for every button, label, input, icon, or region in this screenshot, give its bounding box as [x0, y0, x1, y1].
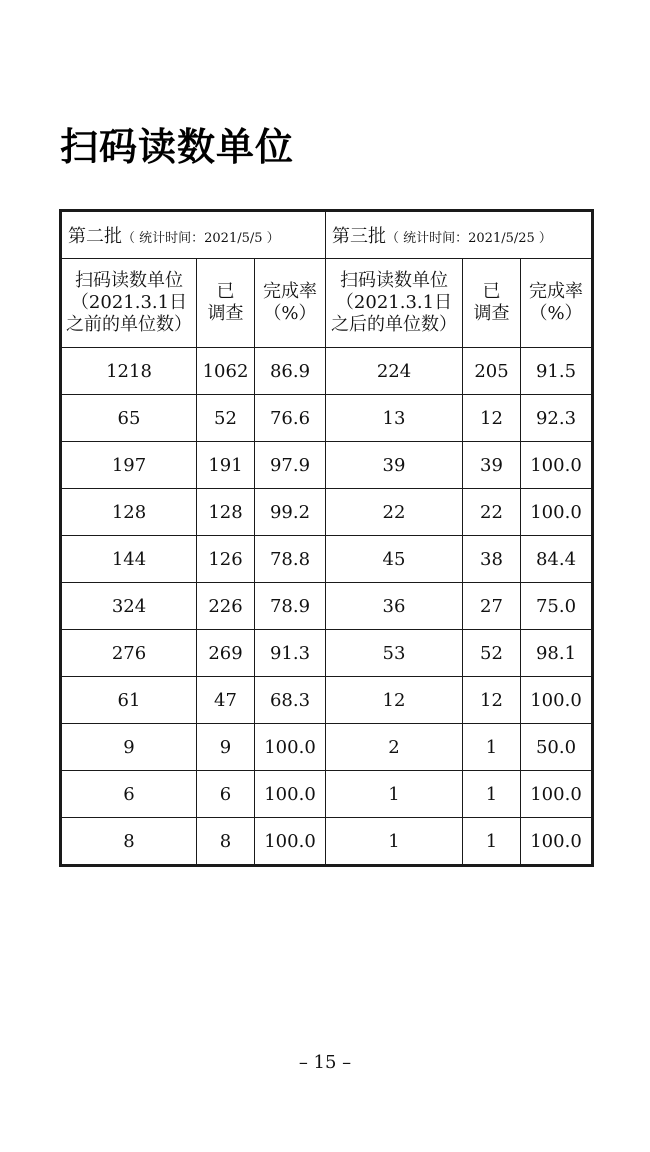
- table-cell: 9: [197, 724, 255, 771]
- table-cell: 6: [61, 771, 197, 818]
- table-cell: 1: [326, 771, 463, 818]
- table-cell: 12: [463, 395, 521, 442]
- table-cell: 75.0: [521, 583, 593, 630]
- table-cell: 52: [197, 395, 255, 442]
- table-cell: 12: [326, 677, 463, 724]
- table-cell: 269: [197, 630, 255, 677]
- table-cell: 78.8: [255, 536, 326, 583]
- page-number: – 15 –: [298, 1052, 352, 1073]
- table-cell: 45: [326, 536, 463, 583]
- header-line: 之前的单位数）: [66, 314, 192, 335]
- table-cell: 100.0: [521, 818, 593, 866]
- table-cell: 1: [326, 818, 463, 866]
- table-cell: 324: [61, 583, 197, 630]
- table-cell: 22: [326, 489, 463, 536]
- table-cell: 100.0: [255, 724, 326, 771]
- table-cell: 128: [197, 489, 255, 536]
- table-cell: 1: [463, 724, 521, 771]
- table-cell: 126: [197, 536, 255, 583]
- batch-3-label: 第三批: [332, 226, 386, 247]
- header-line: 扫码读数单位: [340, 270, 448, 291]
- header-units-after: [326, 259, 463, 348]
- table-cell: 191: [197, 442, 255, 489]
- table-row: [61, 395, 593, 442]
- header-line: 已: [216, 281, 235, 302]
- table-cell: 100.0: [521, 489, 593, 536]
- header-line: 之后的单位数）: [331, 314, 457, 335]
- table-cell: 99.2: [255, 489, 326, 536]
- table-cell: 276: [61, 630, 197, 677]
- table-cell: 1: [463, 771, 521, 818]
- table-cell: 65: [61, 395, 197, 442]
- table-row: [61, 489, 593, 536]
- table-cell: 36: [326, 583, 463, 630]
- table-row: [61, 724, 593, 771]
- table-row: [61, 348, 593, 395]
- table-row: [61, 677, 593, 724]
- batch-3-note: （ 统计时间：2021/5/25 ）: [386, 231, 552, 246]
- table-row: [61, 583, 593, 630]
- table-cell: 100.0: [521, 442, 593, 489]
- page-title: 扫码读数单位: [60, 125, 295, 169]
- table-cell: 98.1: [521, 630, 593, 677]
- header-line: 扫码读数单位: [75, 270, 183, 291]
- table-cell: 6: [197, 771, 255, 818]
- table-cell: 76.6: [255, 395, 326, 442]
- table-cell: 91.3: [255, 630, 326, 677]
- header-line: 调查: [207, 303, 244, 324]
- table-cell: 52: [463, 630, 521, 677]
- table-cell: 8: [61, 818, 197, 866]
- survey-table: [59, 209, 594, 867]
- table-cell: 128: [61, 489, 197, 536]
- header-line: 已: [482, 281, 501, 302]
- table-cell: 1: [463, 818, 521, 866]
- table-cell: 197: [61, 442, 197, 489]
- table-cell: 47: [197, 677, 255, 724]
- table-cell: 13: [326, 395, 463, 442]
- table-cell: 86.9: [255, 348, 326, 395]
- table-cell: 91.5: [521, 348, 593, 395]
- header-line: 完成率: [529, 281, 583, 302]
- table-cell: 68.3: [255, 677, 326, 724]
- table-cell: 144: [61, 536, 197, 583]
- header-rate-after: [521, 259, 593, 348]
- table-row: [61, 442, 593, 489]
- header-surveyed-before: [197, 259, 255, 348]
- table-cell: 53: [326, 630, 463, 677]
- table-cell: 78.9: [255, 583, 326, 630]
- table-row: [61, 771, 593, 818]
- table-cell: 205: [463, 348, 521, 395]
- table-cell: 12: [463, 677, 521, 724]
- table-cell: 84.4: [521, 536, 593, 583]
- header-rate-before: [255, 259, 326, 348]
- table-cell: 100.0: [255, 771, 326, 818]
- table-cell: 22: [463, 489, 521, 536]
- table-cell: 8: [197, 818, 255, 866]
- header-surveyed-after: [463, 259, 521, 348]
- table-cell: 100.0: [521, 771, 593, 818]
- table-cell: 100.0: [521, 677, 593, 724]
- header-units-before: [61, 259, 197, 348]
- header-line: 调查: [473, 303, 510, 324]
- table-cell: 2: [326, 724, 463, 771]
- table-cell: 9: [61, 724, 197, 771]
- batch-2-note: （ 统计时间：2021/5/5 ）: [122, 231, 280, 246]
- header-line: （%）: [263, 303, 317, 324]
- table-row: [61, 536, 593, 583]
- table-row: [61, 630, 593, 677]
- table-cell: 27: [463, 583, 521, 630]
- table-cell: 50.0: [521, 724, 593, 771]
- header-line: （2021.3.1日: [335, 292, 453, 313]
- table-cell: 1218: [61, 348, 197, 395]
- table-cell: 61: [61, 677, 197, 724]
- table-cell: 226: [197, 583, 255, 630]
- table-cell: 92.3: [521, 395, 593, 442]
- header-line: （%）: [529, 303, 583, 324]
- table-cell: 38: [463, 536, 521, 583]
- batch-3-header: [326, 211, 593, 259]
- batch-2-label: 第二批: [68, 226, 122, 247]
- table-cell: 224: [326, 348, 463, 395]
- table-row: [61, 818, 593, 866]
- batch-header-row: [61, 211, 593, 259]
- table-cell: 39: [326, 442, 463, 489]
- table-cell: 39: [463, 442, 521, 489]
- table-cell: 100.0: [255, 818, 326, 866]
- table-cell: 1062: [197, 348, 255, 395]
- table-cell: 97.9: [255, 442, 326, 489]
- column-header-row: [61, 259, 593, 348]
- header-line: （2021.3.1日: [70, 292, 188, 313]
- batch-2-header: [61, 211, 326, 259]
- header-line: 完成率: [263, 281, 317, 302]
